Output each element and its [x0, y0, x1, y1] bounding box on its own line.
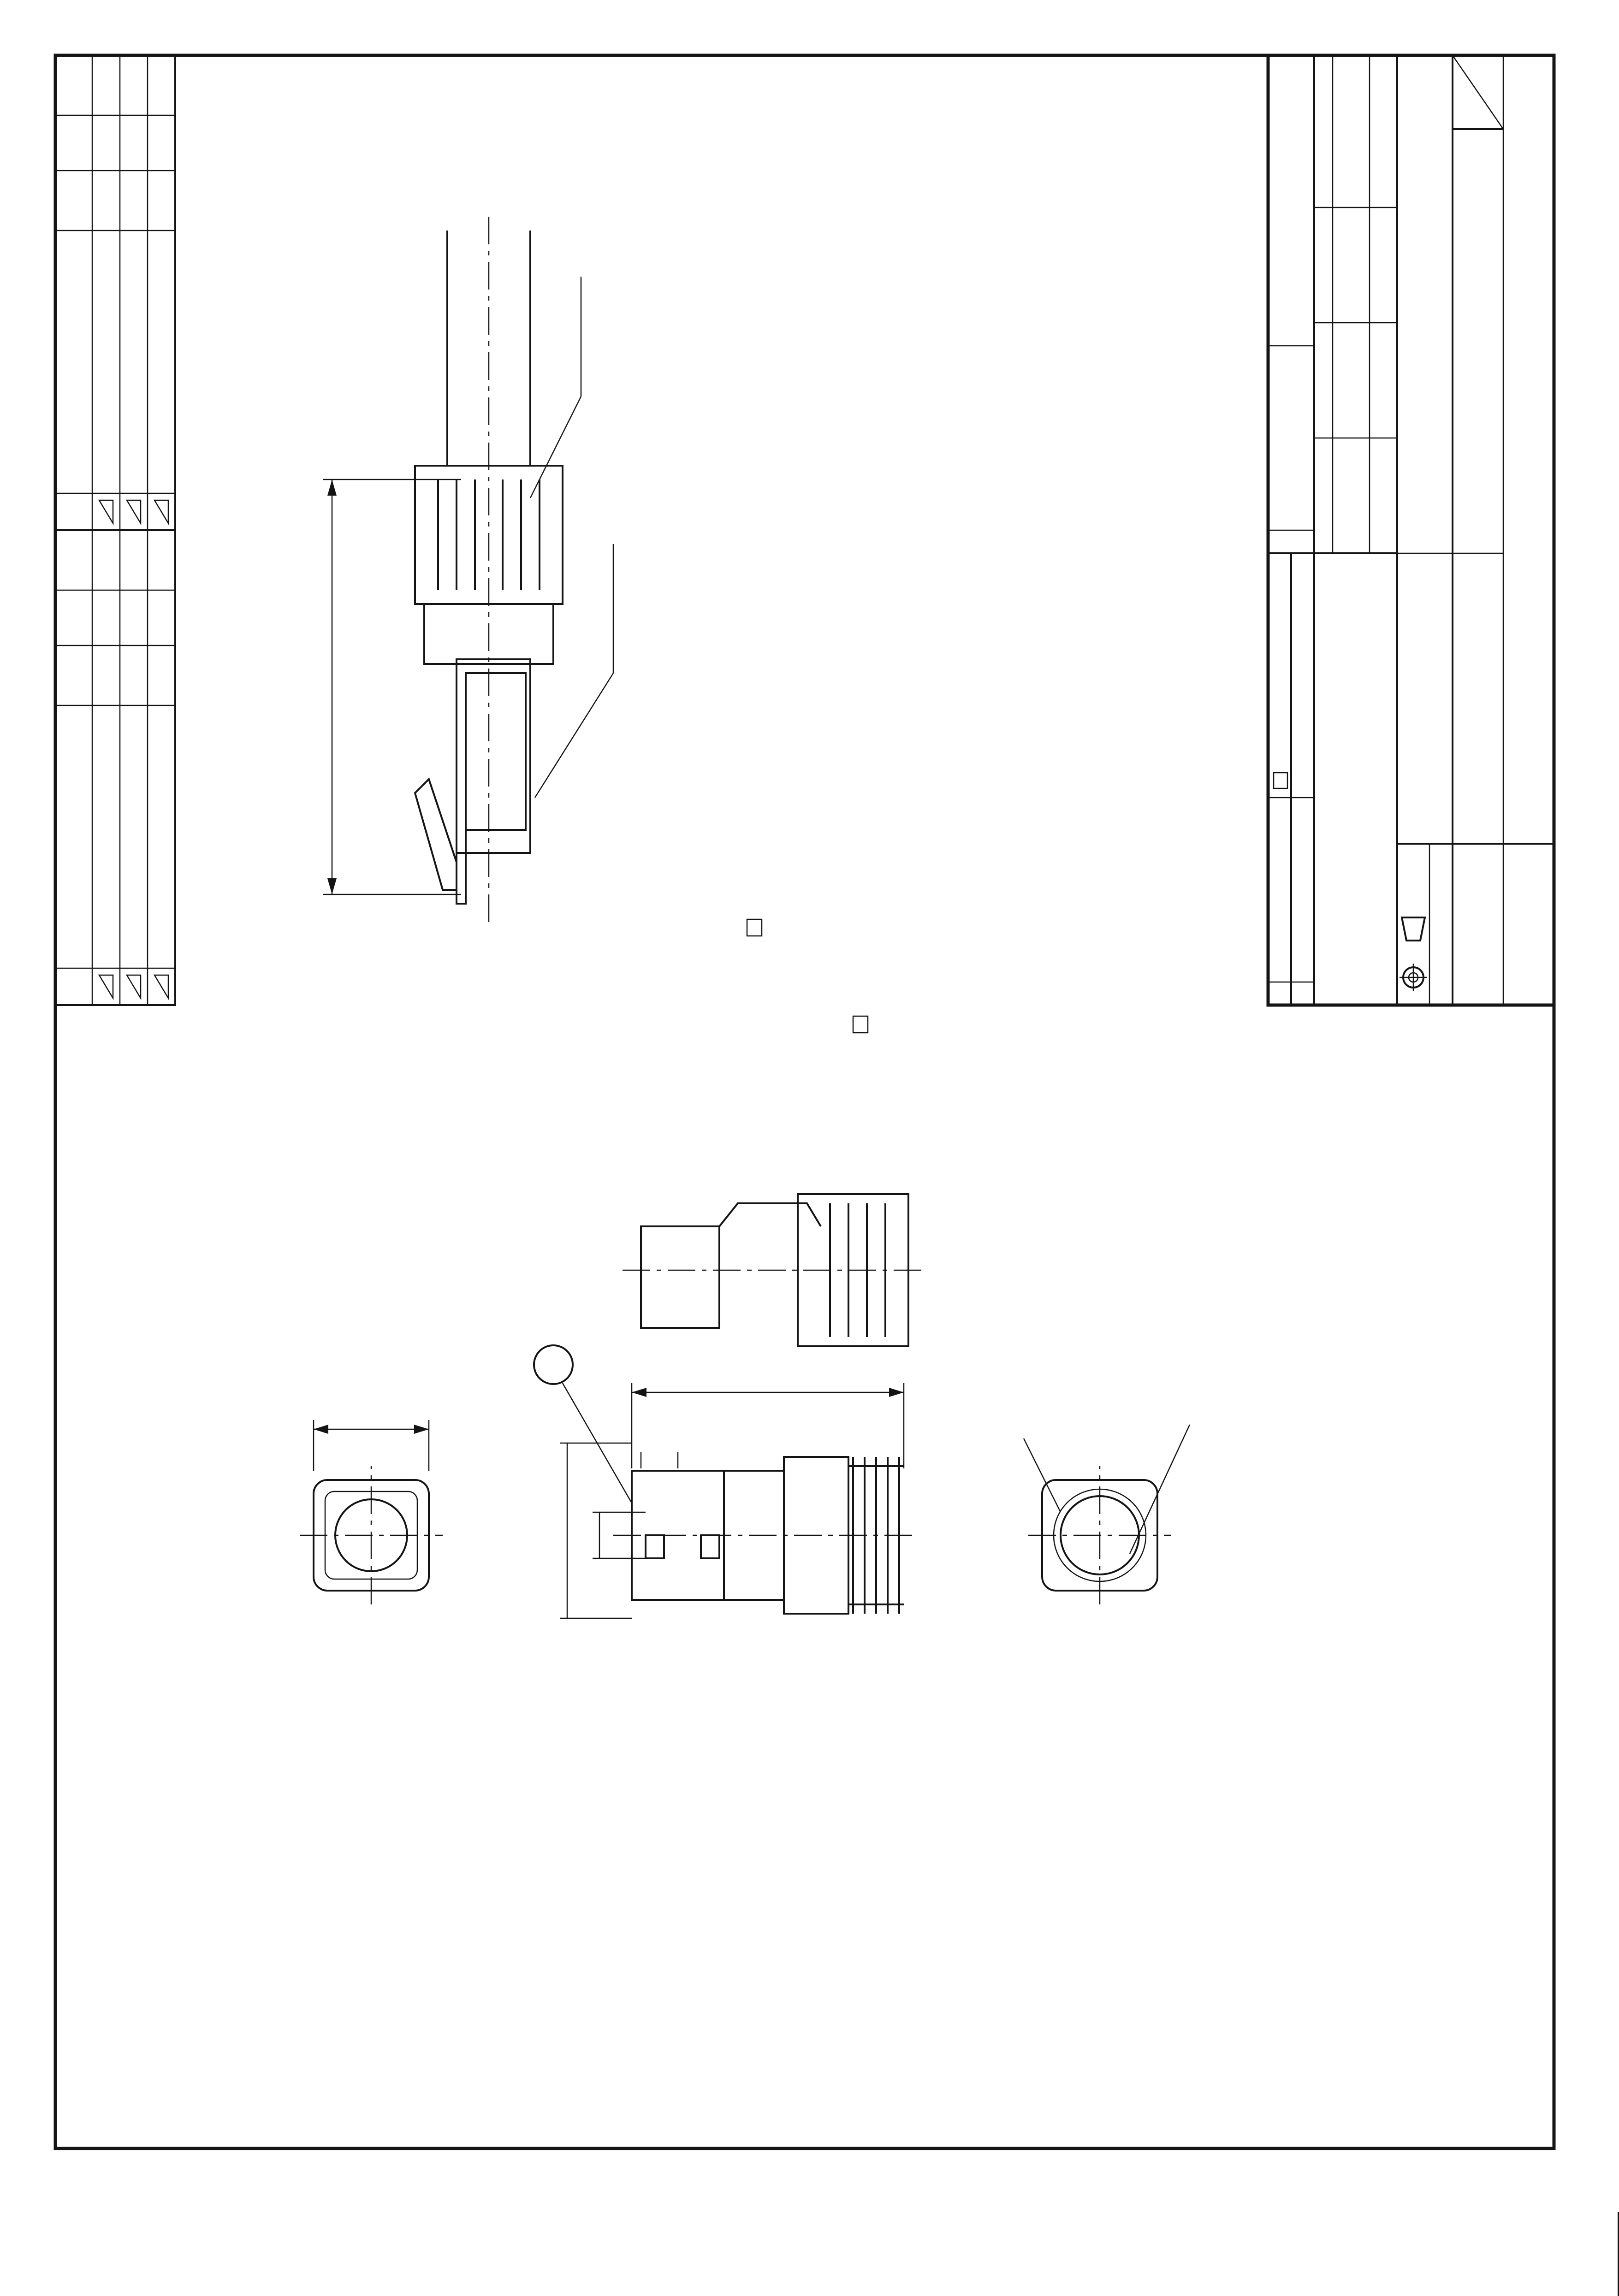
zone-border — [55, 55, 1554, 2148]
notes-block — [747, 919, 762, 936]
side-view-main — [534, 1345, 918, 1618]
rev-triangles — [99, 500, 168, 998]
revision-block — [55, 55, 175, 1005]
assembled-view — [323, 212, 613, 922]
end-view-right — [1024, 1425, 1190, 1604]
title-block — [1268, 55, 1554, 1005]
end-view-left — [300, 1420, 443, 1604]
table-1 — [853, 1016, 868, 1033]
top-view — [623, 1194, 922, 1346]
rotated-drawing — [55, 55, 1619, 2296]
projection-icon — [1400, 917, 1427, 991]
